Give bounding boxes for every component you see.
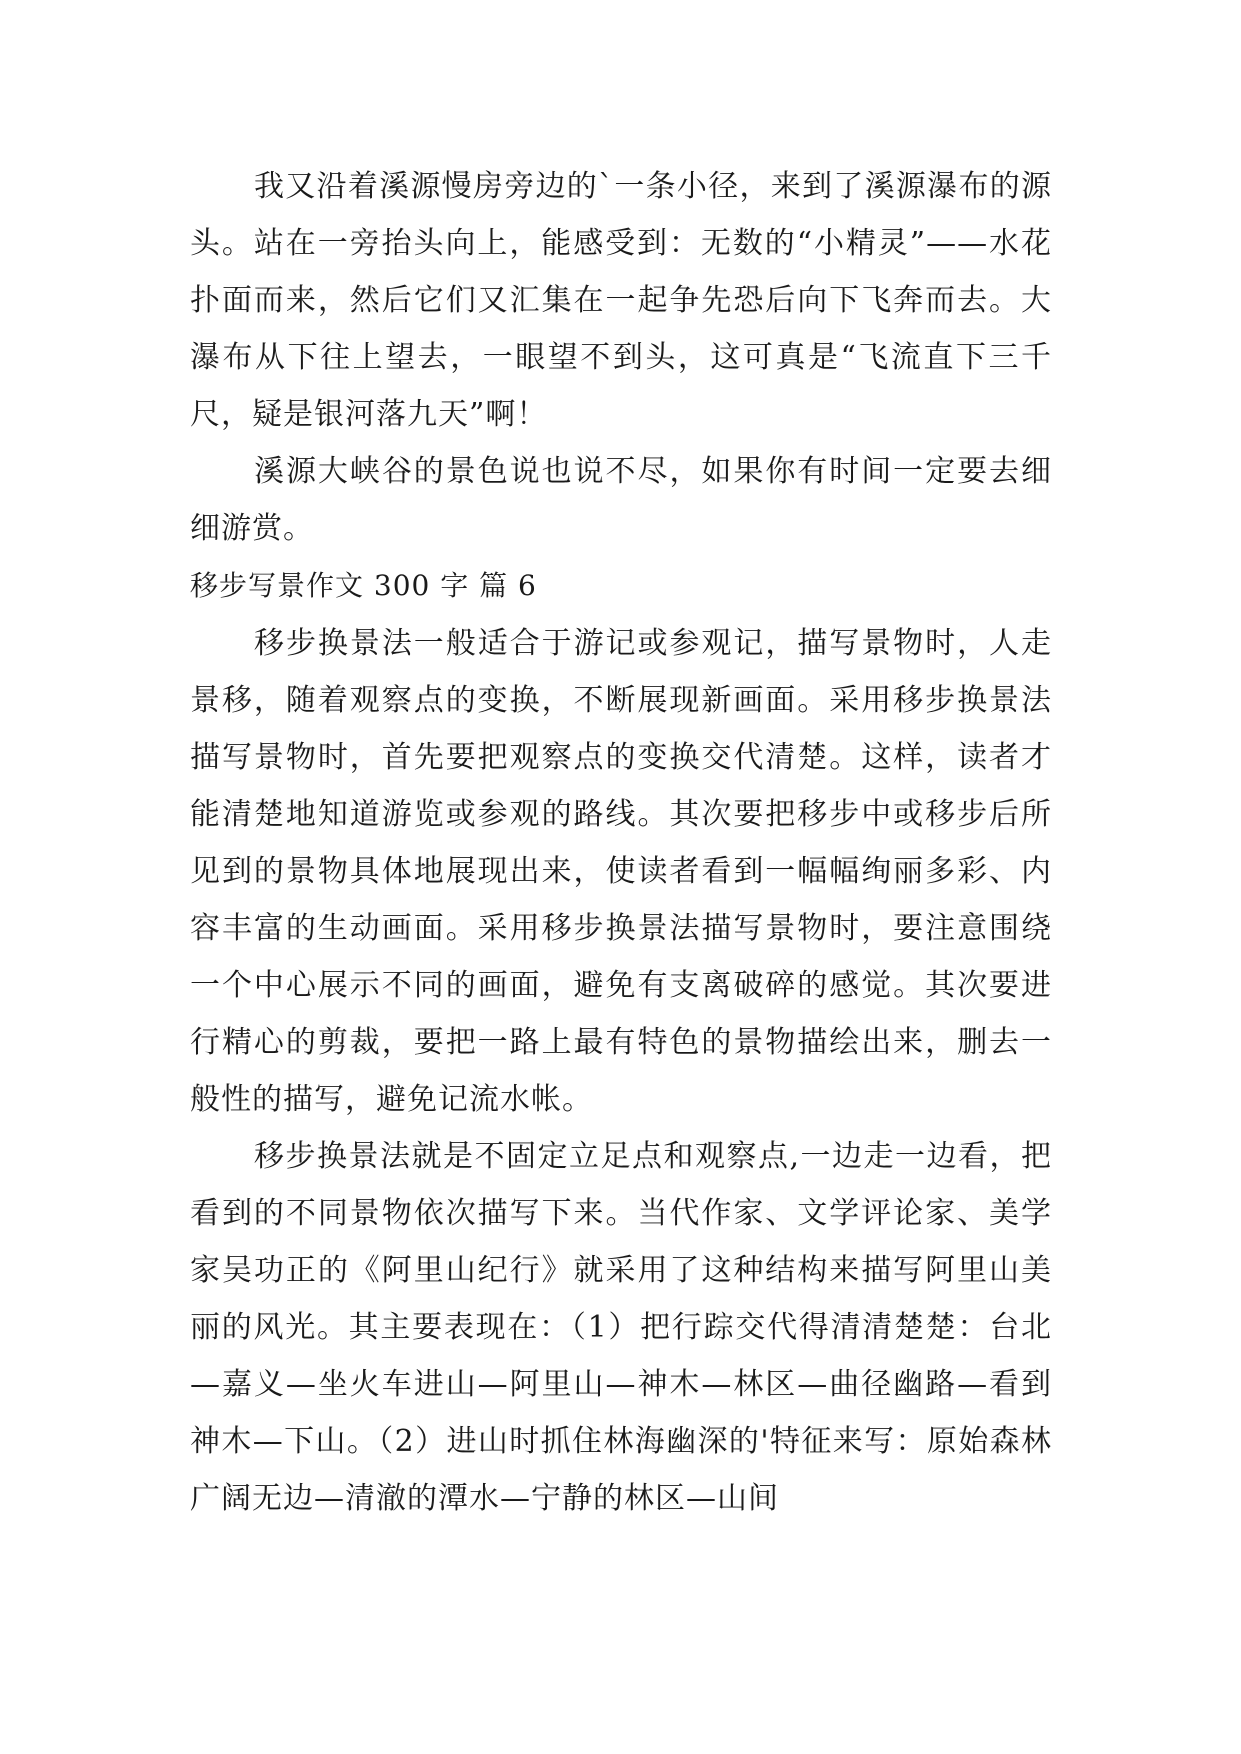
paragraph-alishan-example: 移步换景法就是不固定立足点和观察点,一边走一边看，把看到的不同景物依次描写下来。当代作家、文学评论家、美学家吴功正的《阿里山纪行》就采用了这种结构来描写阿里山美丽的风光。其主要表现在：（1）把行踪交代得清清楚楚：台北—嘉义—坐火车进山—阿里山—神木—林区—曲径幽路—看到神木—下山。（2）进山时抓住林海幽深的'特征来写：原始森林广阔无边—清澈的潭水—宁静的林区—山间 — [190, 1139, 1052, 1516]
paragraph-canyon-scenery: 溪源大峡谷的景色说也说不尽，如果你有时间一定要去细细游赏。 — [190, 454, 1052, 546]
paragraph-waterfall-source: 我又沿着溪源慢房旁边的`一条小径，来到了溪源瀑布的源头。站在一旁抬头向上，能感受到：无数的“小精灵”——水花扑面而来，然后它们又汇集在一起争先恐后向下飞奔而去。大瀑布从下往上望去，一眼望不到头，这可真是“飞流直下三千尺，疑是银河落九天”啊！ — [190, 169, 1052, 432]
section-heading: 移步写景作文 300 字 篇 6 — [190, 569, 537, 602]
document-body — [190, 158, 1052, 1527]
paragraph-moving-view-method: 移步换景法一般适合于游记或参观记，描写景物时，人走景移，随着观察点的变换，不断展现新画面。采用移步换景法描写景物时，首先要把观察点的变换交代清楚。这样，读者才能清楚地知道游览或参观的路线。其次要把移步中或移步后所见到的景物具体地展现出来，使读者看到一幅幅绚丽多彩、内容丰富的生动画面。采用移步换景法描写景物时，要注意围绕一个中心展示不同的画面，避免有支离破碎的感觉。其次要进行精心的剪裁，要把一路上最有特色的景物描绘出来，删去一般性的描写，避免记流水帐。 — [190, 626, 1052, 1117]
